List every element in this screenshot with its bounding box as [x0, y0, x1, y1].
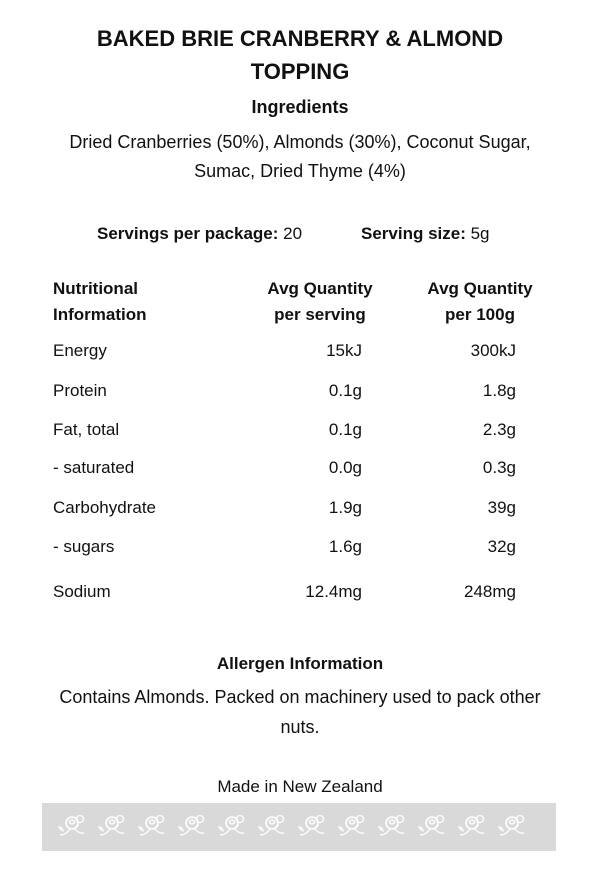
per-serving-value: 0.1g	[328, 420, 362, 439]
nutrient-name: Carbohydrate	[53, 498, 157, 517]
per-serving-value: 1.6g	[328, 537, 362, 556]
per-100g-value: 300kJ	[470, 341, 516, 360]
title-line-2: TOPPING	[250, 59, 350, 84]
serving-size-label: Serving size:	[361, 224, 466, 243]
product-title	[0, 22, 600, 88]
servings-per-package	[97, 224, 302, 244]
nutrient-name: - sugars	[53, 537, 115, 556]
ingredients-text: Dried Cranberries (50%), Almonds (30%), Coconut Sugar, Sumac, Dried Thyme (4%)	[69, 132, 531, 181]
serving-size	[361, 224, 490, 244]
nutrient-name: Energy	[53, 341, 107, 360]
per-serving-value: 12.4mg	[305, 582, 362, 601]
per-serving-value: 15kJ	[326, 341, 362, 360]
table-row	[0, 420, 600, 444]
table-row	[0, 498, 600, 522]
header-nutritional-information	[53, 276, 147, 328]
nutrient-name: - saturated	[53, 458, 135, 477]
rose-pattern-icon	[42, 803, 556, 851]
per-serving-value: 0.0g	[328, 458, 362, 477]
header-c1-line1: Nutritional	[53, 279, 138, 298]
per-100g-value: 248mg	[464, 582, 516, 601]
per-100g-value: 1.8g	[482, 381, 516, 400]
header-per-serving	[250, 276, 390, 328]
nutrient-name: Protein	[53, 381, 107, 400]
allergen-text: Contains Almonds. Packed on machinery used to pack other nuts.	[59, 687, 541, 737]
ingredients-heading: Ingredients	[251, 97, 349, 117]
header-c2-line2: per serving	[274, 305, 366, 324]
made-in-label: Made in New Zealand	[217, 777, 383, 796]
header-c1-line2: Information	[53, 305, 147, 324]
table-row	[0, 341, 600, 365]
per-serving-value: 1.9g	[328, 498, 362, 517]
table-row	[0, 381, 600, 405]
header-per-100g	[410, 276, 550, 328]
nutrient-name: Sodium	[53, 582, 111, 601]
header-c3-line1: Avg Quantity	[427, 279, 533, 298]
nutrient-name: Fat, total	[53, 420, 120, 439]
per-100g-value: 2.3g	[482, 420, 516, 439]
table-row	[0, 458, 600, 482]
servings-per-package-label: Servings per package:	[97, 224, 279, 243]
servings-per-package-value: 20	[278, 224, 303, 243]
decorative-band	[42, 803, 556, 851]
title-line-1: BAKED BRIE CRANBERRY & ALMOND	[96, 26, 504, 51]
per-100g-value: 39g	[487, 498, 516, 517]
per-100g-value: 0.3g	[482, 458, 516, 477]
allergen-heading: Allergen Information	[216, 654, 384, 673]
per-serving-value: 0.1g	[328, 381, 362, 400]
header-c2-line1: Avg Quantity	[267, 279, 373, 298]
table-row	[0, 582, 600, 606]
table-row	[0, 537, 600, 561]
serving-size-value: 5g	[465, 224, 490, 243]
per-100g-value: 32g	[487, 537, 516, 556]
header-c3-line2: per 100g	[445, 305, 515, 324]
